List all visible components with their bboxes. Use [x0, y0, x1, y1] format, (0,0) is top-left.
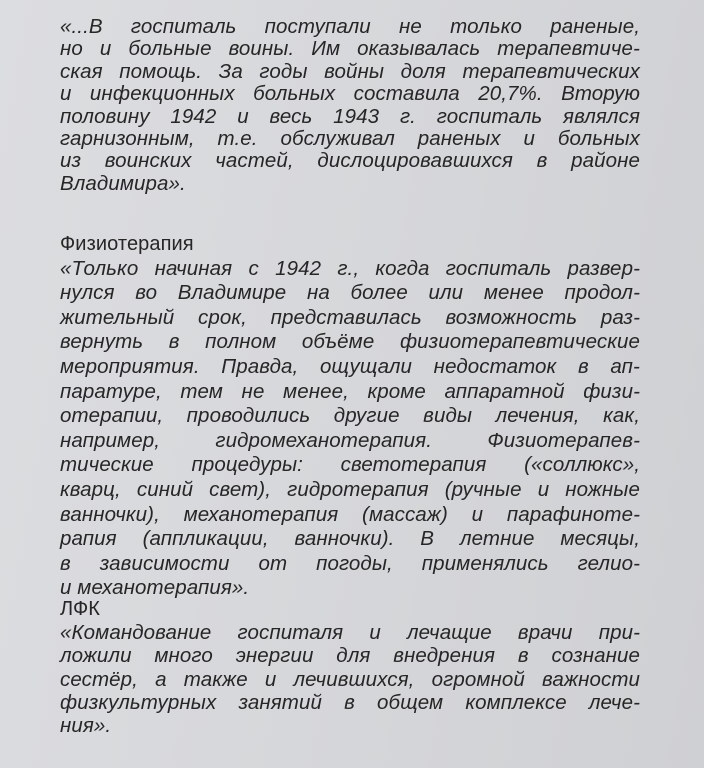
text-line: мероприятия. Правда, ощущали недостаток в ап- [60, 354, 640, 378]
text-line: жительный срок, представилась возможность раз- [60, 305, 640, 329]
text-line: кварц, синий свет), гидротерапия (ручные и ножные [60, 477, 640, 501]
text-line: и инфекционных больных составила 20,7%. Вторую [60, 82, 640, 106]
text-line: из воинских частей, дислоцировавшихся в районе [60, 149, 640, 173]
text-line: ская помощь. За годы войны доля терапевтических [60, 59, 640, 83]
text-line: половину 1942 и весь 1943 г. госпиталь являлся [60, 104, 640, 128]
text-line: «Командование госпиталя и лечащие врачи при- [60, 621, 640, 645]
section-physiotherapy [60, 232, 640, 601]
text-line: но и больные воины. Им оказывалась терапевтиче- [60, 37, 640, 61]
text-line: рапия (аппликации, ванночки). В летние месяцы, [60, 527, 640, 551]
text-line: нулся во Владимире на более или менее продол- [60, 281, 640, 305]
text-line: паратуре, тем не менее, кроме аппаратной физи- [60, 379, 640, 403]
text-line: гарнизонным, т.е. обслуживал раненых и больных [60, 126, 640, 150]
text-line: отерапии, проводились другие виды лечения, как, [60, 404, 640, 428]
text-line: вернуть в полном объёме физиотерапевтические [60, 330, 640, 354]
section-intro [60, 16, 640, 195]
text-line: и механотерапия». [60, 576, 250, 600]
section-heading: Физиотерапия [60, 233, 194, 255]
section-lfk [60, 598, 640, 737]
text-line: сестёр, а также и лечившихся, огромной важности [60, 667, 640, 691]
text-line: например, гидромеханотерапия. Физиотерапев- [60, 428, 640, 452]
text-line: в зависимости от погоды, применялись гелио- [60, 551, 640, 575]
text-line: ложили много энергии для внедрения в сознание [60, 644, 640, 668]
text-line: физкультурных занятий в общем комплексе лече- [60, 690, 640, 714]
text-line: «...В госпиталь поступали не только раненые, [60, 15, 640, 38]
text-line: тические процедуры: светотерапия («соллюкс», [60, 453, 640, 477]
text-line: ванночки), механотерапия (массаж) и парафиноте- [60, 502, 640, 526]
text-line: Владимира». [60, 171, 186, 195]
text-line: ния». [60, 713, 112, 737]
text-line: «Только начиная с 1942 г., когда госпиталь развер- [60, 256, 640, 280]
section-heading: ЛФК [60, 598, 101, 620]
